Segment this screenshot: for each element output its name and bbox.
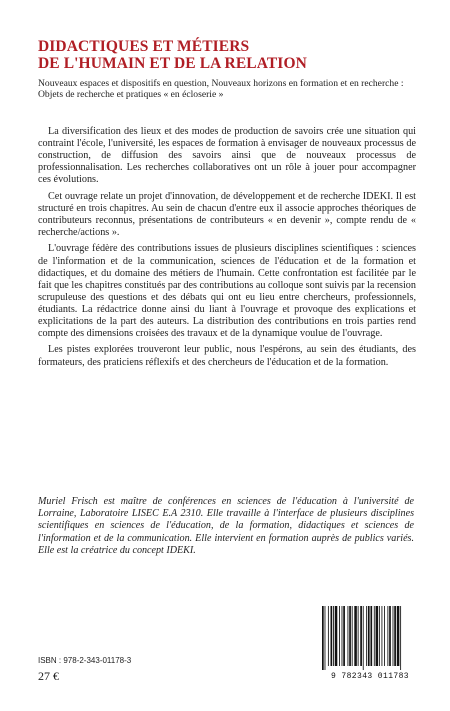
summary-paragraph-1: La diversification des lieux et des modes de production de savoirs crée une situation qui contraint l'école, l'université, les espaces de formation à envisager de nouveaux processus de construction, de diffusion des savoirs ainsi que de nouveaux processus de professionnalisation. Les recherches collaboratives ont un rôle à jouer pour accompagner ces évolutions. — [38, 126, 416, 186]
barcode-bar — [352, 606, 353, 666]
book-subtitle — [38, 78, 418, 100]
barcode-bar — [379, 606, 380, 666]
barcode-bar — [394, 606, 396, 666]
barcode-bar — [368, 606, 370, 666]
barcode-bar — [325, 606, 326, 670]
barcode-bar — [354, 606, 357, 666]
barcode-bar — [400, 606, 401, 670]
barcode-bar — [342, 606, 343, 666]
barcode-bars — [318, 604, 422, 670]
barcode-bar — [322, 606, 324, 670]
subtitle-line-2: Objets de recherche et pratiques « en écloserie » — [38, 89, 224, 100]
barcode-bar — [343, 606, 345, 666]
barcode-bar — [363, 606, 364, 670]
barcode-bar — [393, 606, 394, 666]
book-title — [38, 38, 418, 72]
author-bio: Muriel Frisch est maître de conférences en sciences de l'éducation à l'université de Lorraine, Laboratoire LISEC E.A 2310. Elle travaille à l'interface de plusieurs disciplines scientifiques en sciences de l'éducation, de la formation, didactiques et sciences de l'information et de la communication. Elle intervient en formation auprès de publics variés. Elle est la créatrice du concept IDEKI. — [38, 496, 414, 556]
barcode-digits: 9 782343 011783 — [330, 672, 409, 681]
summary-text — [38, 126, 416, 373]
summary-paragraph-2: Cet ouvrage relate un projet d'innovation, de développement et de recherche IDEKI. Il est structuré en trois chapitres. Au sein de chacun d'entre eux il associe approches théoriques de contributeurs reconnus, présentations de contributeurs « en devenir », compte rendu de « recherche/actions ». — [38, 190, 416, 239]
barcode-bar — [389, 606, 391, 666]
barcode-bar — [387, 606, 388, 666]
barcode-bar — [376, 606, 379, 666]
title-line-1: DIDACTIQUES ET MÉTIERS — [38, 38, 250, 55]
barcode-bar — [360, 606, 362, 666]
barcode-bar — [397, 606, 400, 666]
isbn-label: ISBN : 978-2-343-01178-3 — [38, 656, 132, 665]
summary-paragraph-4: Les pistes explorées trouveront leur public, nous l'espérons, au sein des étudiants, des formateurs, des praticiens réflexifs et des chercheurs de l'éducation et de la formation. — [38, 344, 416, 368]
barcode-bar — [384, 606, 385, 666]
barcode-bar — [335, 606, 338, 666]
barcode-bar — [348, 606, 349, 666]
barcode-bar — [339, 606, 340, 666]
barcode-bar — [374, 606, 375, 666]
barcode-bar — [382, 606, 383, 666]
barcode-bar — [349, 606, 351, 666]
barcode-bar — [358, 606, 359, 666]
barcode-bar — [366, 606, 367, 666]
price-label: 27 € — [38, 669, 59, 683]
barcode-bar — [370, 606, 372, 666]
subtitle-line-1: Nouveaux espaces et dispositifs en question, Nouveaux horizons en formation et en recherche : — [38, 78, 404, 89]
barcode-bar — [328, 606, 329, 666]
barcode-bar — [333, 606, 334, 666]
summary-paragraph-3: L'ouvrage fédère des contributions issues de plusieurs disciplines scientifiques : sciences de l'information et de la communication, sciences de l'éducation et de la formation et didactiques, et du domaine des métiers de l'humain. Cette confrontation est facilitée par le fait que les chapitres constitués par des contributions au colloque sont suivis par la recension scrupuleuse des questions et des débats qui ont eu lieu entre chercheurs, professionnels, étudiants. La rédactrice donne ainsi du liant à l'ouvrage et provoque des explications et explicitations de la part des auteurs. La distribution des contributions en trois parties rend compte des dimensions croisées des travaux et de la dynamique voulue de l'ouvrage. — [38, 243, 416, 340]
title-line-2: DE L'HUMAIN ET DE LA RELATION — [38, 55, 307, 72]
barcode-bar — [331, 606, 333, 666]
